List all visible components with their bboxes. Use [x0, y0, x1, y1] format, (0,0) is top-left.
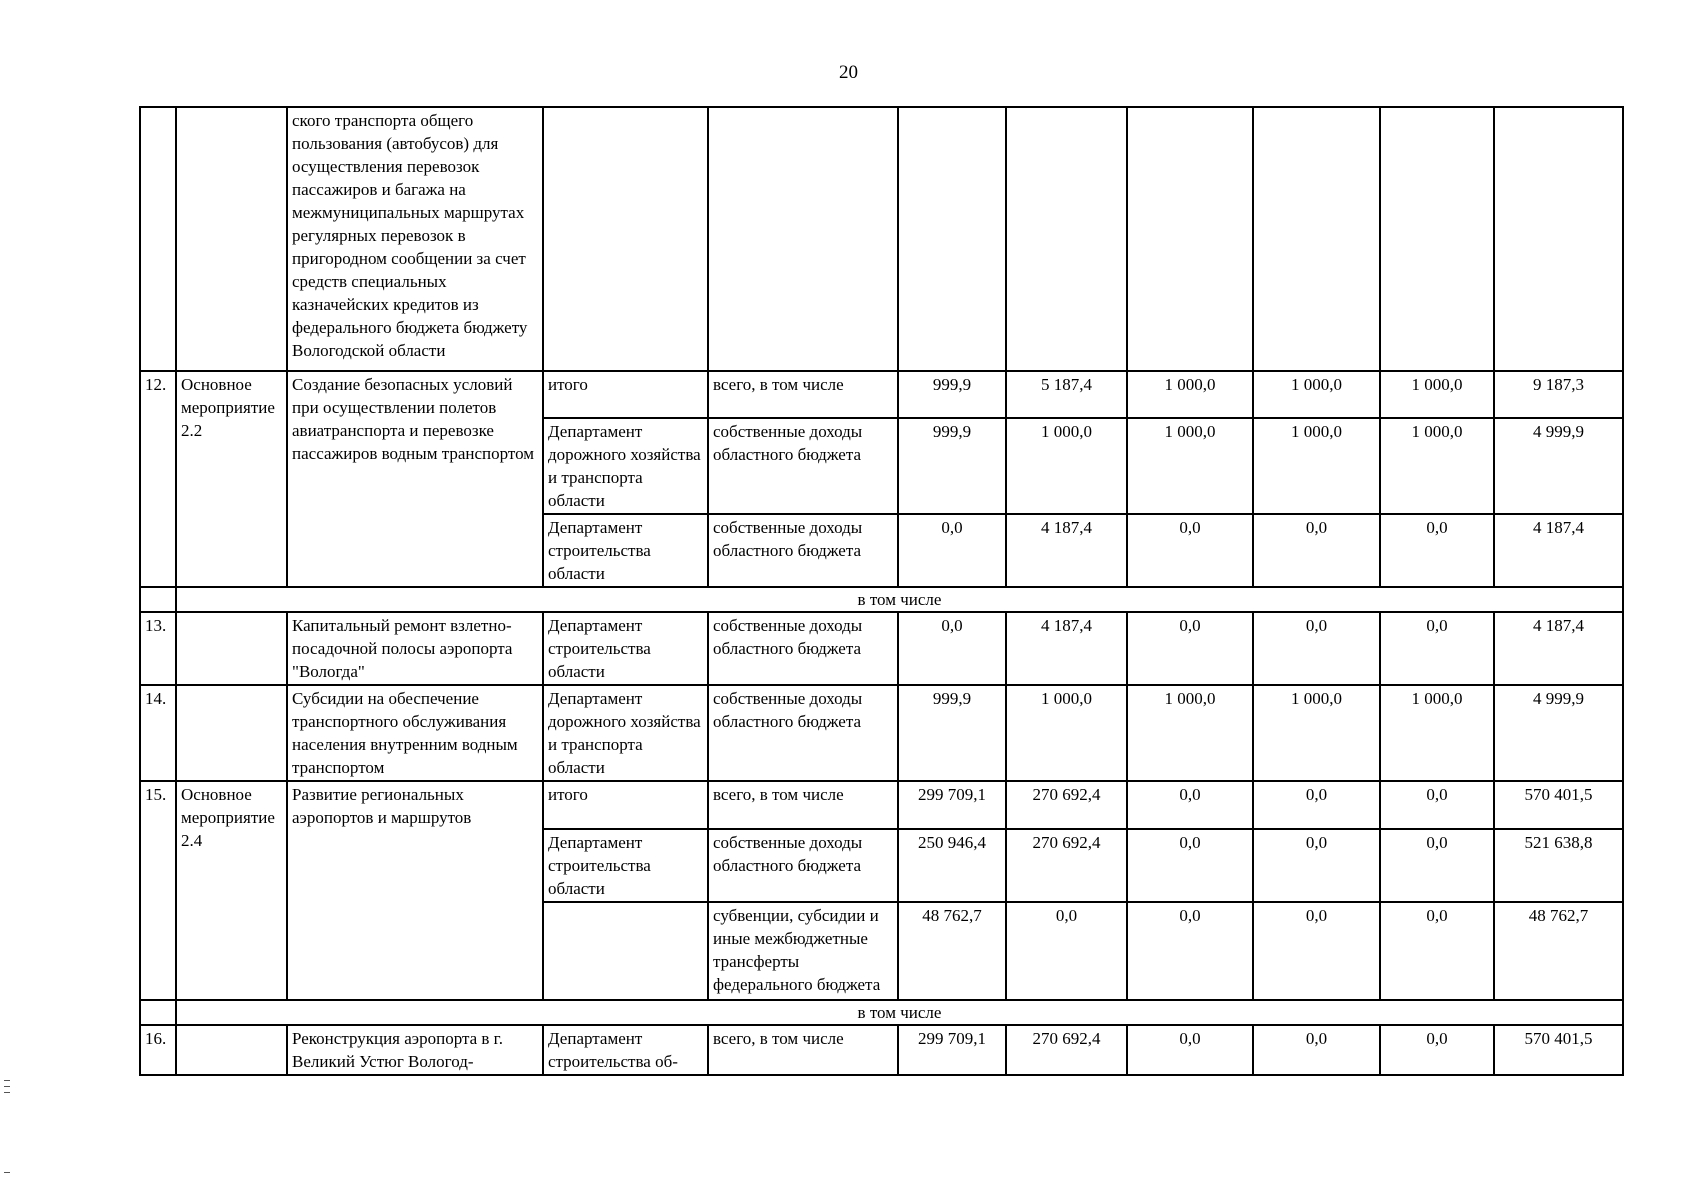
row-number-cell: 16. [140, 1025, 176, 1075]
activity-cell: Основное мероприятие 2.4 [176, 781, 287, 1000]
value-cell: 0,0 [1253, 829, 1380, 902]
name-cell: Субсидии на обеспечение транспортного обслуживания населения внутренним водным транспортом [287, 685, 543, 781]
value-cell: 0,0 [898, 514, 1006, 587]
source-cell: всего, в том числе [708, 781, 898, 829]
value-cell: 570 401,5 [1494, 1025, 1623, 1075]
value-cell: 0,0 [1380, 612, 1494, 685]
value-cell: 0,0 [1006, 902, 1127, 1000]
value-cell: 1 000,0 [1127, 418, 1253, 514]
value-cell: 4 999,9 [1494, 418, 1623, 514]
value-cell [1006, 107, 1127, 371]
executor-cell: итого [543, 371, 708, 418]
value-cell: 0,0 [1127, 829, 1253, 902]
scan-margin-mark [4, 1172, 10, 1173]
value-cell: 0,0 [1127, 514, 1253, 587]
name-cell: Реконструкция аэропорта в г. Великий Устюг Вологод- [287, 1025, 543, 1075]
value-cell: 4 187,4 [1006, 514, 1127, 587]
name-cell: Развитие региональных аэропортов и маршрутов [287, 781, 543, 1000]
activity-cell [176, 685, 287, 781]
value-cell: 270 692,4 [1006, 1025, 1127, 1075]
value-cell: 0,0 [1380, 829, 1494, 902]
value-cell: 0,0 [1127, 1025, 1253, 1075]
value-cell: 270 692,4 [1006, 829, 1127, 902]
value-cell [1494, 107, 1623, 371]
value-cell: 0,0 [1127, 902, 1253, 1000]
scan-margin-mark [4, 1080, 10, 1081]
value-cell: 48 762,7 [1494, 902, 1623, 1000]
value-cell: 999,9 [898, 685, 1006, 781]
source-cell: всего, в том числе [708, 371, 898, 418]
value-cell: 4 187,4 [1494, 612, 1623, 685]
value-cell: 999,9 [898, 371, 1006, 418]
value-cell: 0,0 [1253, 781, 1380, 829]
value-cell: 0,0 [1380, 902, 1494, 1000]
name-cell: Создание безопасных условий при осуществлении полетов авиатранспорта и перевозке пассажиров водным транспортом [287, 371, 543, 587]
value-cell: 0,0 [1253, 1025, 1380, 1075]
table-row [140, 587, 1623, 612]
value-cell: 0,0 [1127, 781, 1253, 829]
source-cell: субвенции, субсидии и иные межбюджетные трансферты федерального бюджета [708, 902, 898, 1000]
source-cell: собственные доходы областного бюджета [708, 685, 898, 781]
value-cell: 1 000,0 [1380, 418, 1494, 514]
value-cell: 299 709,1 [898, 781, 1006, 829]
source-cell: собственные доходы областного бюджета [708, 418, 898, 514]
table-row [140, 107, 1623, 371]
value-cell: 1 000,0 [1127, 685, 1253, 781]
value-cell: 0,0 [1127, 612, 1253, 685]
value-cell [1127, 107, 1253, 371]
table-row [140, 371, 1623, 418]
value-cell: 48 762,7 [898, 902, 1006, 1000]
value-cell: 0,0 [1253, 514, 1380, 587]
value-cell: 250 946,4 [898, 829, 1006, 902]
scan-margin-mark [4, 1086, 10, 1087]
value-cell: 0,0 [1253, 902, 1380, 1000]
value-cell: 4 187,4 [1494, 514, 1623, 587]
value-cell: 1 000,0 [1380, 371, 1494, 418]
scan-margin-mark [4, 1092, 10, 1093]
table-row [140, 1000, 1623, 1025]
source-cell: собственные доходы областного бюджета [708, 514, 898, 587]
value-cell: 1 000,0 [1127, 371, 1253, 418]
value-cell: 0,0 [1253, 612, 1380, 685]
value-cell: 1 000,0 [1253, 371, 1380, 418]
value-cell: 0,0 [1380, 781, 1494, 829]
row-number-cell: 13. [140, 612, 176, 685]
subheader-cell: в том числе [176, 1000, 1623, 1025]
source-cell [708, 107, 898, 371]
budget-table [139, 106, 1624, 1076]
activity-cell [176, 1025, 287, 1075]
value-cell: 5 187,4 [1006, 371, 1127, 418]
executor-cell: Департамент строительства области [543, 829, 708, 902]
value-cell: 999,9 [898, 418, 1006, 514]
row-number-cell [140, 587, 176, 612]
value-cell [1380, 107, 1494, 371]
row-number-cell: 12. [140, 371, 176, 587]
value-cell: 1 000,0 [1006, 685, 1127, 781]
value-cell [1253, 107, 1380, 371]
activity-cell [176, 612, 287, 685]
executor-cell: Департамент строительства области [543, 514, 708, 587]
table-row [140, 1025, 1623, 1075]
page-number: 20 [839, 62, 858, 83]
value-cell: 1 000,0 [1253, 685, 1380, 781]
value-cell: 0,0 [898, 612, 1006, 685]
value-cell: 4 187,4 [1006, 612, 1127, 685]
value-cell: 0,0 [1380, 1025, 1494, 1075]
row-number-cell: 14. [140, 685, 176, 781]
executor-cell: Департамент дорожного хозяйства и транспорта области [543, 685, 708, 781]
name-cell: ского транспорта общего пользования (автобусов) для осуществления перевозок пассажиров и багажа на межмуниципальных маршрутах регулярных перевозок в пригородном сообщении за счет средств специальных казначейских кредитов из федерального бюджета бюджету Вологодской области [287, 107, 543, 371]
executor-cell: Департамент дорожного хозяйства и транспорта области [543, 418, 708, 514]
executor-cell: итого [543, 781, 708, 829]
row-number-cell: 15. [140, 781, 176, 1000]
activity-cell [176, 107, 287, 371]
source-cell: всего, в том числе [708, 1025, 898, 1075]
name-cell: Капитальный ремонт взлетно-посадочной полосы аэропорта "Вологда" [287, 612, 543, 685]
value-cell: 299 709,1 [898, 1025, 1006, 1075]
table-row [140, 781, 1623, 829]
value-cell [898, 107, 1006, 371]
row-number-cell [140, 107, 176, 371]
value-cell: 0,0 [1380, 514, 1494, 587]
value-cell: 1 000,0 [1380, 685, 1494, 781]
value-cell: 4 999,9 [1494, 685, 1623, 781]
value-cell: 1 000,0 [1253, 418, 1380, 514]
table-row [140, 685, 1623, 781]
executor-cell: Департамент строительства об- [543, 1025, 708, 1075]
activity-cell: Основное мероприятие 2.2 [176, 371, 287, 587]
row-number-cell [140, 1000, 176, 1025]
value-cell: 1 000,0 [1006, 418, 1127, 514]
subheader-cell: в том числе [176, 587, 1623, 612]
executor-cell [543, 107, 708, 371]
executor-cell [543, 902, 708, 1000]
value-cell: 270 692,4 [1006, 781, 1127, 829]
value-cell: 9 187,3 [1494, 371, 1623, 418]
executor-cell: Департамент строительства области [543, 612, 708, 685]
value-cell: 570 401,5 [1494, 781, 1623, 829]
source-cell: собственные доходы областного бюджета [708, 612, 898, 685]
value-cell: 521 638,8 [1494, 829, 1623, 902]
table-row [140, 612, 1623, 685]
source-cell: собственные доходы областного бюджета [708, 829, 898, 902]
